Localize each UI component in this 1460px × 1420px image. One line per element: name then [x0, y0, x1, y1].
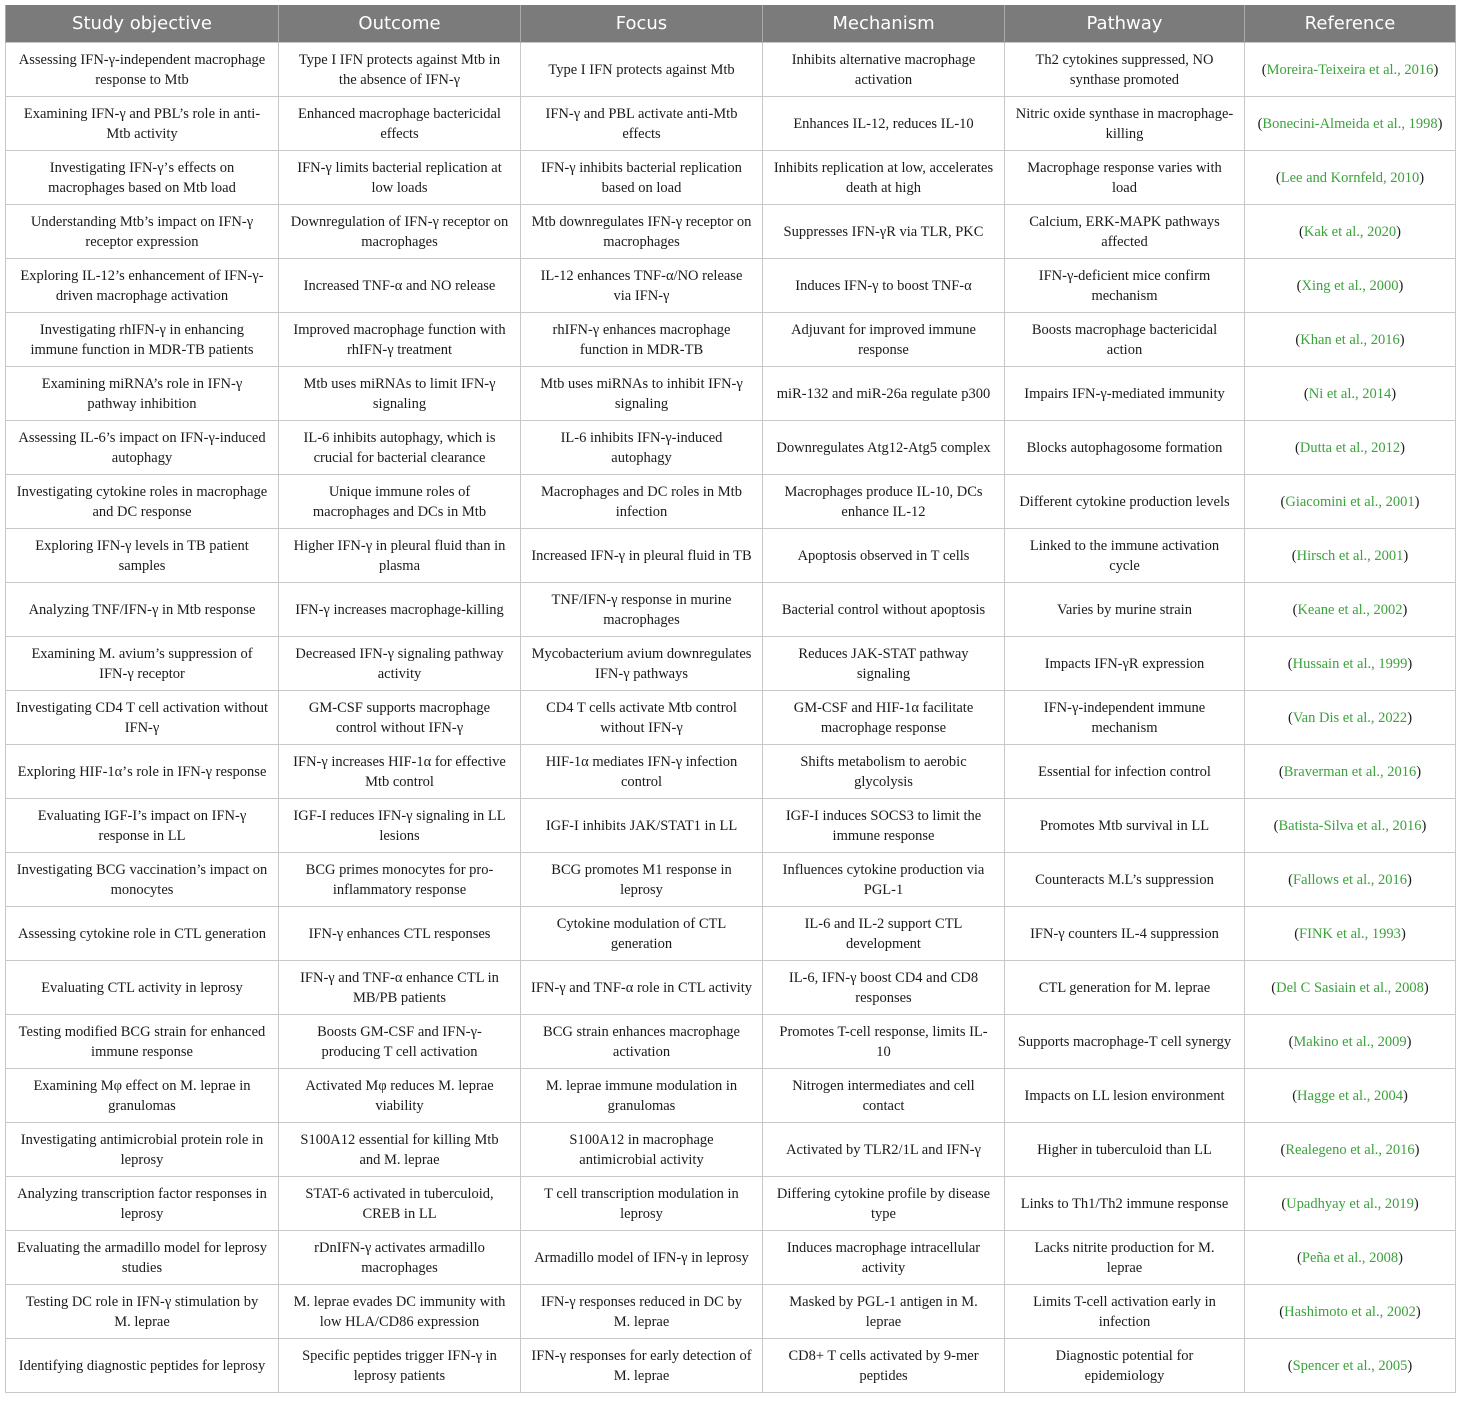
pathway-cell: Diagnostic potential for epidemiology [1005, 1339, 1245, 1393]
reference-link[interactable]: Hashimoto et al., 2002 [1284, 1303, 1416, 1320]
study-objective-cell: Assessing cytokine role in CTL generation [6, 907, 279, 961]
study-objective-cell: Investigating IFN-γ’s effects on macrophages based on Mtb load [6, 151, 279, 205]
mechanism-cell: Bacterial control without apoptosis [763, 583, 1005, 637]
reference-link[interactable]: Ni et al., 2014 [1308, 385, 1392, 402]
pathway-cell: Impacts IFN-γR expression [1005, 637, 1245, 691]
pathway-cell: Different cytokine production levels [1005, 475, 1245, 529]
pathway-cell: Essential for infection control [1005, 745, 1245, 799]
table-row [6, 421, 1456, 475]
reference-cell[interactable]: (Dutta et al., 2012) [1245, 421, 1456, 475]
header-mechanism: Mechanism [763, 5, 1005, 43]
reference-link[interactable]: Van Dis et al., 2022 [1292, 709, 1408, 726]
reference-link[interactable]: Makino et al., 2009 [1293, 1033, 1407, 1050]
header-focus: Focus [521, 5, 763, 43]
study-objective-cell: Exploring IFN-γ levels in TB patient samples [6, 529, 279, 583]
study-objective-cell: Assessing IFN-γ-independent macrophage response to Mtb [6, 43, 279, 97]
reference-link[interactable]: Peña et al., 2008 [1301, 1249, 1399, 1266]
study-objective-cell: Investigating CD4 T cell activation without IFN-γ [6, 691, 279, 745]
reference-cell[interactable]: (Lee and Kornfeld, 2010) [1245, 151, 1456, 205]
focus-cell: Mycobacterium avium downregulates IFN-γ pathways [521, 637, 763, 691]
focus-cell: T cell transcription modulation in leprosy [521, 1177, 763, 1231]
outcome-cell: BCG primes monocytes for pro-inflammatory response [279, 853, 521, 907]
reference-cell[interactable]: (Bonecini-Almeida et al., 1998) [1245, 97, 1456, 151]
table-row [6, 97, 1456, 151]
focus-cell: Cytokine modulation of CTL generation [521, 907, 763, 961]
study-objective-cell: Examining M. avium’s suppression of IFN-γ receptor [6, 637, 279, 691]
mechanism-cell: Nitrogen intermediates and cell contact [763, 1069, 1005, 1123]
pathway-cell: Counteracts M.L’s suppression [1005, 853, 1245, 907]
reference-link[interactable]: FINK et al., 1993 [1299, 925, 1401, 942]
mechanism-cell: Reduces JAK-STAT pathway signaling [763, 637, 1005, 691]
reference-cell[interactable]: (Moreira-Teixeira et al., 2016) [1245, 43, 1456, 97]
table-row [6, 529, 1456, 583]
reference-cell[interactable]: (Fallows et al., 2016) [1245, 853, 1456, 907]
reference-cell[interactable]: (Spencer et al., 2005) [1245, 1339, 1456, 1393]
mechanism-cell: miR-132 and miR-26a regulate p300 [763, 367, 1005, 421]
reference-link[interactable]: Dutta et al., 2012 [1299, 439, 1401, 456]
study-objective-cell: Identifying diagnostic peptides for leprosy [6, 1339, 279, 1393]
reference-cell[interactable]: (Van Dis et al., 2022) [1245, 691, 1456, 745]
reference-link[interactable]: Hirsch et al., 2001 [1296, 547, 1404, 564]
table-row [6, 475, 1456, 529]
table-row [6, 1069, 1456, 1123]
pathway-cell: Impairs IFN-γ-mediated immunity [1005, 367, 1245, 421]
reference-link[interactable]: Spencer et al., 2005 [1292, 1357, 1408, 1374]
reference-link[interactable]: Moreira-Teixeira et al., 2016 [1266, 61, 1434, 78]
pathway-cell: Macrophage response varies with load [1005, 151, 1245, 205]
study-objective-cell: Investigating cytokine roles in macrophage and DC response [6, 475, 279, 529]
table-container [5, 5, 1455, 1393]
outcome-cell: GM-CSF supports macrophage control without IFN-γ [279, 691, 521, 745]
study-objective-cell: Evaluating CTL activity in leprosy [6, 961, 279, 1015]
reference-cell[interactable]: (Makino et al., 2009) [1245, 1015, 1456, 1069]
pathway-cell: Blocks autophagosome formation [1005, 421, 1245, 475]
header-study-objective: Study objective [6, 5, 279, 43]
reference-link[interactable]: Del C Sasiain et al., 2008 [1276, 979, 1424, 996]
mechanism-cell: Apoptosis observed in T cells [763, 529, 1005, 583]
study-objective-cell: Understanding Mtb’s impact on IFN-γ receptor expression [6, 205, 279, 259]
mechanism-cell: Masked by PGL-1 antigen in M. leprae [763, 1285, 1005, 1339]
pathway-cell: CTL generation for M. leprae [1005, 961, 1245, 1015]
table-row [6, 799, 1456, 853]
header-reference: Reference [1245, 5, 1456, 43]
pathway-cell: Varies by murine strain [1005, 583, 1245, 637]
study-objective-cell: Analyzing transcription factor responses in leprosy [6, 1177, 279, 1231]
mechanism-cell: Macrophages produce IL-10, DCs enhance IL-12 [763, 475, 1005, 529]
reference-link[interactable]: Giacomini et al., 2001 [1285, 493, 1415, 510]
reference-link[interactable]: Xing et al., 2000 [1301, 277, 1399, 294]
mechanism-cell: Inhibits replication at low, accelerates death at high [763, 151, 1005, 205]
table-row [6, 961, 1456, 1015]
outcome-cell: Enhanced macrophage bactericidal effects [279, 97, 521, 151]
pathway-cell: Supports macrophage-T cell synergy [1005, 1015, 1245, 1069]
table-row [6, 1123, 1456, 1177]
focus-cell: CD4 T cells activate Mtb control without IFN-γ [521, 691, 763, 745]
reference-cell[interactable]: (Khan et al., 2016) [1245, 313, 1456, 367]
focus-cell: IFN-γ inhibits bacterial replication based on load [521, 151, 763, 205]
outcome-cell: Activated Mφ reduces M. leprae viability [279, 1069, 521, 1123]
table-row [6, 367, 1456, 421]
focus-cell: Macrophages and DC roles in Mtb infection [521, 475, 763, 529]
pathway-cell: Th2 cytokines suppressed, NO synthase promoted [1005, 43, 1245, 97]
focus-cell: IFN-γ responses reduced in DC by M. leprae [521, 1285, 763, 1339]
mechanism-cell: Induces macrophage intracellular activity [763, 1231, 1005, 1285]
mechanism-cell: IGF-I induces SOCS3 to limit the immune response [763, 799, 1005, 853]
reference-cell[interactable]: (Upadhyay et al., 2019) [1245, 1177, 1456, 1231]
reference-cell[interactable]: (Realegeno et al., 2016) [1245, 1123, 1456, 1177]
mechanism-cell: Downregulates Atg12-Atg5 complex [763, 421, 1005, 475]
outcome-cell: STAT-6 activated in tuberculoid, CREB in LL [279, 1177, 521, 1231]
reference-link[interactable]: Braverman et al., 2016 [1283, 763, 1417, 780]
focus-cell: S100A12 in macrophage antimicrobial activity [521, 1123, 763, 1177]
reference-cell[interactable]: (Giacomini et al., 2001) [1245, 475, 1456, 529]
study-objective-cell: Testing DC role in IFN-γ stimulation by M. leprae [6, 1285, 279, 1339]
outcome-cell: Downregulation of IFN-γ receptor on macrophages [279, 205, 521, 259]
reference-cell[interactable]: (Hussain et al., 1999) [1245, 637, 1456, 691]
outcome-cell: IL-6 inhibits autophagy, which is crucial for bacterial clearance [279, 421, 521, 475]
outcome-cell: IFN-γ limits bacterial replication at low loads [279, 151, 521, 205]
outcome-cell: IFN-γ increases HIF-1α for effective Mtb control [279, 745, 521, 799]
focus-cell: BCG strain enhances macrophage activation [521, 1015, 763, 1069]
outcome-cell: S100A12 essential for killing Mtb and M. leprae [279, 1123, 521, 1177]
focus-cell: IFN-γ and TNF-α role in CTL activity [521, 961, 763, 1015]
mechanism-cell: CD8+ T cells activated by 9-mer peptides [763, 1339, 1005, 1393]
reference-link[interactable]: Fallows et al., 2016 [1293, 871, 1407, 888]
table-row [6, 1285, 1456, 1339]
reference-link[interactable]: Batista-Silva et al., 2016 [1278, 817, 1422, 834]
mechanism-cell: Shifts metabolism to aerobic glycolysis [763, 745, 1005, 799]
table-row [6, 205, 1456, 259]
focus-cell: HIF-1α mediates IFN-γ infection control [521, 745, 763, 799]
study-objective-cell: Analyzing TNF/IFN-γ in Mtb response [6, 583, 279, 637]
pathway-cell: Links to Th1/Th2 immune response [1005, 1177, 1245, 1231]
reference-link[interactable]: Lee and Kornfeld, 2010 [1280, 169, 1420, 186]
study-objective-cell: Evaluating the armadillo model for leprosy studies [6, 1231, 279, 1285]
focus-cell: Armadillo model of IFN-γ in leprosy [521, 1231, 763, 1285]
mechanism-cell: Inhibits alternative macrophage activation [763, 43, 1005, 97]
header-outcome: Outcome [279, 5, 521, 43]
outcome-cell: Higher IFN-γ in pleural fluid than in plasma [279, 529, 521, 583]
reference-link[interactable]: Kak et al., 2020 [1303, 223, 1397, 240]
header-row [6, 5, 1456, 43]
pathway-cell: Nitric oxide synthase in macrophage-killing [1005, 97, 1245, 151]
outcome-cell: Type I IFN protects against Mtb in the absence of IFN-γ [279, 43, 521, 97]
mechanism-cell: Induces IFN-γ to boost TNF-α [763, 259, 1005, 313]
pathway-cell: Lacks nitrite production for M. leprae [1005, 1231, 1245, 1285]
table-row [6, 259, 1456, 313]
pathway-cell: Calcium, ERK-MAPK pathways affected [1005, 205, 1245, 259]
table-row [6, 151, 1456, 205]
outcome-cell: rDnIFN-γ activates armadillo macrophages [279, 1231, 521, 1285]
pathway-cell: IFN-γ counters IL-4 suppression [1005, 907, 1245, 961]
study-objective-cell: Exploring HIF-1α’s role in IFN-γ response [6, 745, 279, 799]
mechanism-cell: GM-CSF and HIF-1α facilitate macrophage response [763, 691, 1005, 745]
study-objective-cell: Investigating antimicrobial protein role in leprosy [6, 1123, 279, 1177]
table-row [6, 691, 1456, 745]
pathway-cell: Higher in tuberculoid than LL [1005, 1123, 1245, 1177]
focus-cell: Type I IFN protects against Mtb [521, 43, 763, 97]
study-table [5, 5, 1456, 1393]
outcome-cell: Unique immune roles of macrophages and DCs in Mtb [279, 475, 521, 529]
table-row [6, 853, 1456, 907]
mechanism-cell: Differing cytokine profile by disease type [763, 1177, 1005, 1231]
reference-link[interactable]: Realegeno et al., 2016 [1285, 1141, 1415, 1158]
focus-cell: IFN-γ and PBL activate anti-Mtb effects [521, 97, 763, 151]
reference-link[interactable]: Hussain et al., 1999 [1292, 655, 1408, 672]
outcome-cell: IFN-γ and TNF-α enhance CTL in MB/PB patients [279, 961, 521, 1015]
table-body [6, 43, 1456, 1393]
study-objective-cell: Examining Mφ effect on M. leprae in granulomas [6, 1069, 279, 1123]
pathway-cell: Impacts on LL lesion environment [1005, 1069, 1245, 1123]
reference-cell[interactable]: (Batista-Silva et al., 2016) [1245, 799, 1456, 853]
outcome-cell: Increased TNF-α and NO release [279, 259, 521, 313]
pathway-cell: Limits T-cell activation early in infection [1005, 1285, 1245, 1339]
pathway-cell: Linked to the immune activation cycle [1005, 529, 1245, 583]
outcome-cell: Specific peptides trigger IFN-γ in leprosy patients [279, 1339, 521, 1393]
mechanism-cell: Adjuvant for improved immune response [763, 313, 1005, 367]
study-objective-cell: Investigating rhIFN-γ in enhancing immune function in MDR-TB patients [6, 313, 279, 367]
focus-cell: BCG promotes M1 response in leprosy [521, 853, 763, 907]
mechanism-cell: Enhances IL-12, reduces IL-10 [763, 97, 1005, 151]
mechanism-cell: Promotes T-cell response, limits IL-10 [763, 1015, 1005, 1069]
study-objective-cell: Testing modified BCG strain for enhanced immune response [6, 1015, 279, 1069]
pathway-cell: IFN-γ-deficient mice confirm mechanism [1005, 259, 1245, 313]
header-pathway: Pathway [1005, 5, 1245, 43]
focus-cell: IFN-γ responses for early detection of M. leprae [521, 1339, 763, 1393]
reference-cell[interactable]: (FINK et al., 1993) [1245, 907, 1456, 961]
table-row [6, 583, 1456, 637]
reference-cell[interactable]: (Keane et al., 2002) [1245, 583, 1456, 637]
outcome-cell: Mtb uses miRNAs to limit IFN-γ signaling [279, 367, 521, 421]
reference-link[interactable]: Hagge et al., 2004 [1297, 1087, 1403, 1104]
mechanism-cell: IL-6, IFN-γ boost CD4 and CD8 responses [763, 961, 1005, 1015]
focus-cell: Mtb uses miRNAs to inhibit IFN-γ signaling [521, 367, 763, 421]
study-objective-cell: Evaluating IGF-I’s impact on IFN-γ response in LL [6, 799, 279, 853]
table-row [6, 1177, 1456, 1231]
pathway-cell: Boosts macrophage bactericidal action [1005, 313, 1245, 367]
outcome-cell: M. leprae evades DC immunity with low HLA/CD86 expression [279, 1285, 521, 1339]
study-objective-cell: Assessing IL-6’s impact on IFN-γ-induced autophagy [6, 421, 279, 475]
reference-cell[interactable]: (Ni et al., 2014) [1245, 367, 1456, 421]
outcome-cell: IFN-γ increases macrophage-killing [279, 583, 521, 637]
study-objective-cell: Exploring IL-12’s enhancement of IFN-γ-driven macrophage activation [6, 259, 279, 313]
table-row [6, 1015, 1456, 1069]
table-row [6, 637, 1456, 691]
reference-link[interactable]: Khan et al., 2016 [1300, 331, 1400, 348]
focus-cell: M. leprae immune modulation in granulomas [521, 1069, 763, 1123]
focus-cell: IL-6 inhibits IFN-γ-induced autophagy [521, 421, 763, 475]
reference-cell[interactable]: (Peña et al., 2008) [1245, 1231, 1456, 1285]
outcome-cell: IFN-γ enhances CTL responses [279, 907, 521, 961]
focus-cell: Mtb downregulates IFN-γ receptor on macrophages [521, 205, 763, 259]
reference-cell[interactable]: (Braverman et al., 2016) [1245, 745, 1456, 799]
outcome-cell: Boosts GM-CSF and IFN-γ-producing T cell activation [279, 1015, 521, 1069]
reference-cell[interactable]: (Hashimoto et al., 2002) [1245, 1285, 1456, 1339]
outcome-cell: IGF-I reduces IFN-γ signaling in LL lesions [279, 799, 521, 853]
reference-link[interactable]: Bonecini-Almeida et al., 1998 [1262, 115, 1438, 132]
reference-link[interactable]: Upadhyay et al., 2019 [1286, 1195, 1414, 1212]
pathway-cell: IFN-γ-independent immune mechanism [1005, 691, 1245, 745]
reference-cell[interactable]: (Kak et al., 2020) [1245, 205, 1456, 259]
outcome-cell: Improved macrophage function with rhIFN-γ treatment [279, 313, 521, 367]
mechanism-cell: Activated by TLR2/1L and IFN-γ [763, 1123, 1005, 1177]
table-row [6, 313, 1456, 367]
reference-cell[interactable]: (Xing et al., 2000) [1245, 259, 1456, 313]
table-row [6, 745, 1456, 799]
focus-cell: IL-12 enhances TNF-α/NO release via IFN-γ [521, 259, 763, 313]
mechanism-cell: IL-6 and IL-2 support CTL development [763, 907, 1005, 961]
study-objective-cell: Examining IFN-γ and PBL’s role in anti-Mtb activity [6, 97, 279, 151]
table-row [6, 907, 1456, 961]
study-objective-cell: Examining miRNA’s role in IFN-γ pathway inhibition [6, 367, 279, 421]
mechanism-cell: Influences cytokine production via PGL-1 [763, 853, 1005, 907]
focus-cell: IGF-I inhibits JAK/STAT1 in LL [521, 799, 763, 853]
focus-cell: Increased IFN-γ in pleural fluid in TB [521, 529, 763, 583]
study-objective-cell: Investigating BCG vaccination’s impact on monocytes [6, 853, 279, 907]
outcome-cell: Decreased IFN-γ signaling pathway activity [279, 637, 521, 691]
reference-cell[interactable]: (Hirsch et al., 2001) [1245, 529, 1456, 583]
table-row [6, 43, 1456, 97]
focus-cell: TNF/IFN-γ response in murine macrophages [521, 583, 763, 637]
focus-cell: rhIFN-γ enhances macrophage function in MDR-TB [521, 313, 763, 367]
reference-cell[interactable]: (Del C Sasiain et al., 2008) [1245, 961, 1456, 1015]
table-row [6, 1339, 1456, 1393]
reference-cell[interactable]: (Hagge et al., 2004) [1245, 1069, 1456, 1123]
mechanism-cell: Suppresses IFN-γR via TLR, PKC [763, 205, 1005, 259]
pathway-cell: Promotes Mtb survival in LL [1005, 799, 1245, 853]
table-row [6, 1231, 1456, 1285]
reference-link[interactable]: Keane et al., 2002 [1297, 601, 1403, 618]
